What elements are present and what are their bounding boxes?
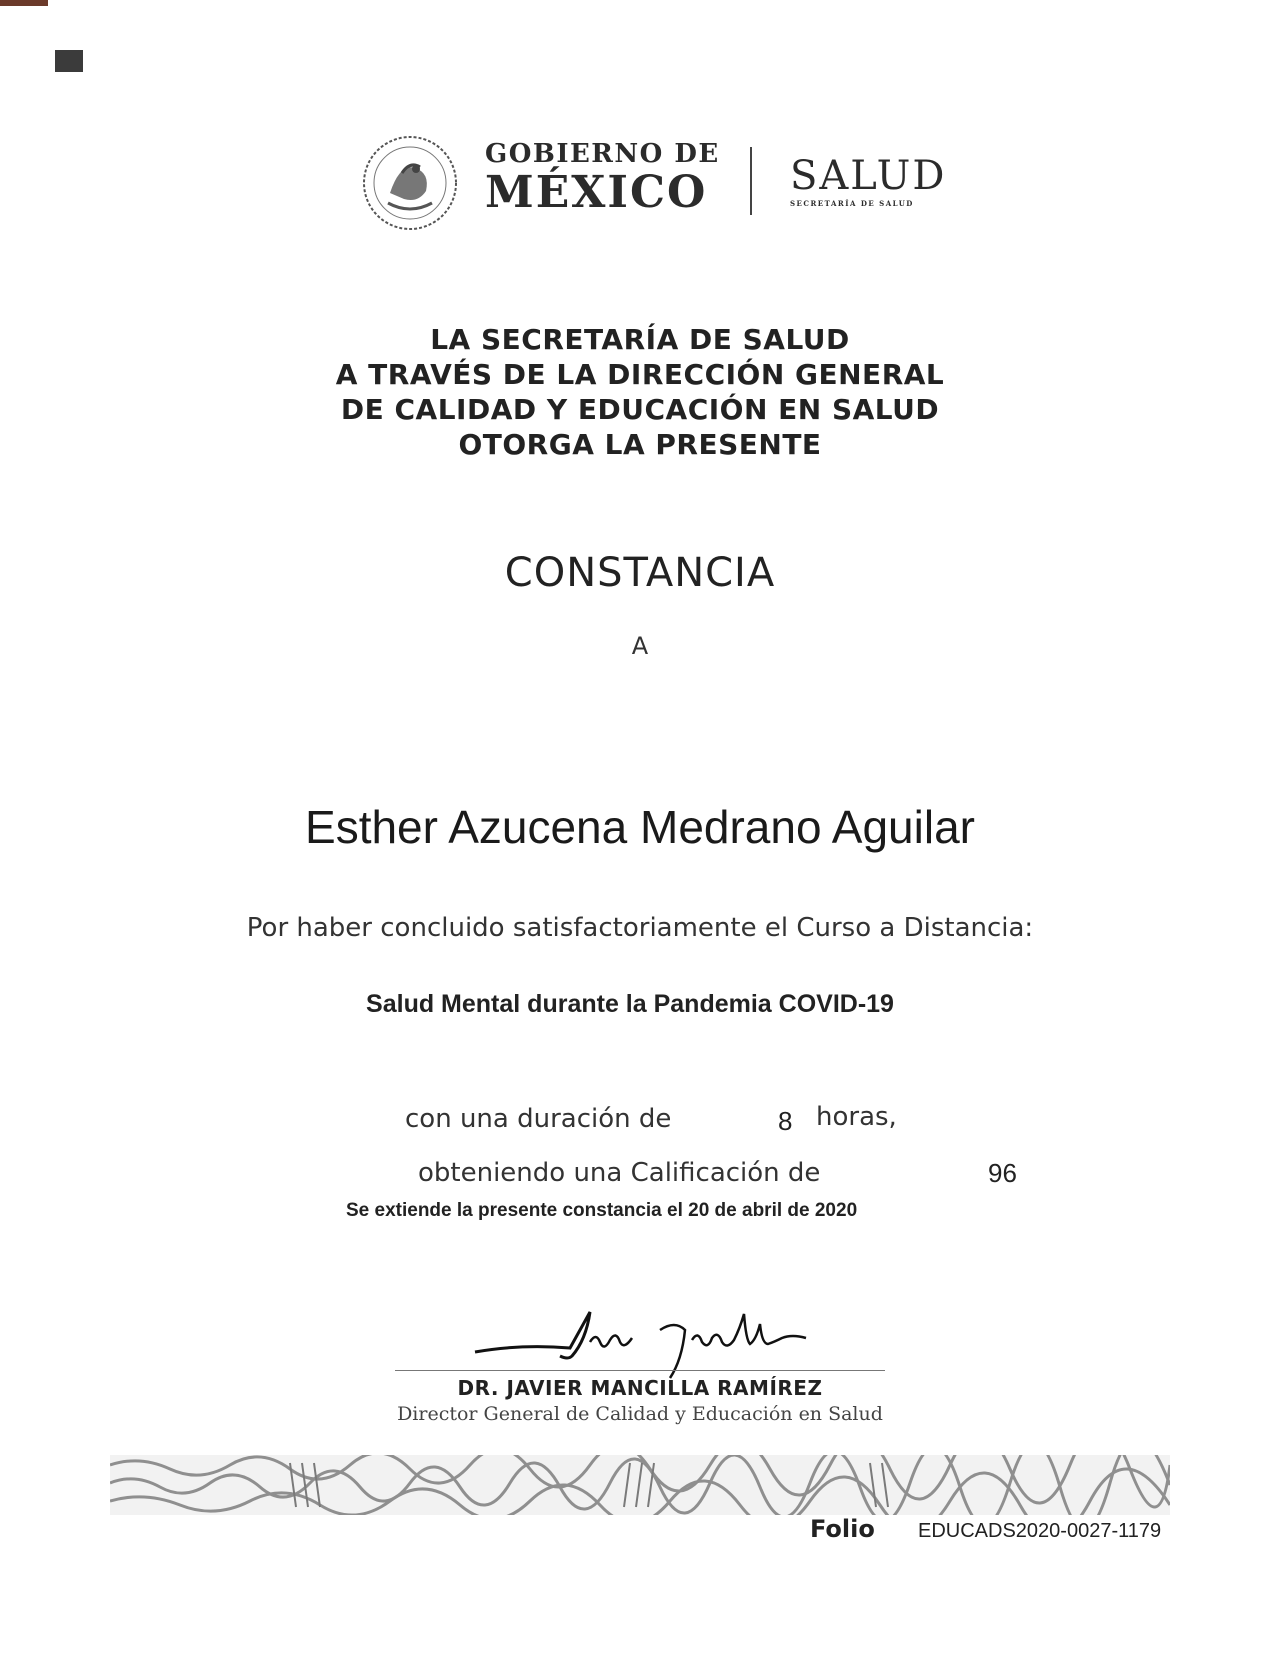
salud-subtitle: SECRETARÍA DE SALUD bbox=[790, 199, 914, 208]
logo-divider bbox=[750, 147, 752, 215]
mexico-coat-of-arms-seal-icon bbox=[360, 133, 460, 233]
recipient-name: Esther Azucena Medrano Aguilar bbox=[305, 801, 975, 853]
duration-unit: horas, bbox=[816, 1102, 897, 1132]
issue-date-statement: Se extiende la presente constancia el 20 de abril de 2020 bbox=[346, 1200, 858, 1221]
scan-corner-mark bbox=[0, 0, 48, 6]
header-logos bbox=[360, 125, 960, 225]
document-title: CONSTANCIA bbox=[504, 550, 776, 596]
salud-title: SALUD bbox=[790, 153, 947, 199]
folio-number: EDUCADS2020-0027-1179 bbox=[918, 1520, 1162, 1542]
intro-line4: OTORGA LA PRESENTE bbox=[458, 428, 822, 461]
completion-statement: Por haber concluido satisfactoriamente el Curso a Distancia: bbox=[246, 913, 1034, 943]
intro-line1: LA SECRETARÍA DE SALUD bbox=[430, 323, 850, 356]
duration-value: 8 bbox=[778, 1106, 793, 1136]
course-name: Salud Mental durante la Pandemia COVID-19 bbox=[366, 990, 894, 1018]
gov-line2: MÉXICO bbox=[485, 167, 708, 218]
salud-wordmark bbox=[790, 155, 946, 208]
intro-line3: DE CALIDAD Y EDUCACIÓN EN SALUD bbox=[340, 393, 940, 426]
duration-label: con una duración de bbox=[405, 1104, 672, 1134]
scan-mark bbox=[55, 50, 83, 72]
grade-value: 96 bbox=[988, 1158, 1017, 1188]
gov-line1: GOBIERNO DE bbox=[485, 139, 720, 169]
signature-line bbox=[395, 1370, 885, 1371]
intro-line2: A TRAVÉS DE LA DIRECCIÓN GENERAL bbox=[335, 358, 945, 391]
folio-label: Folio bbox=[810, 1515, 875, 1543]
to-label: A bbox=[631, 632, 649, 660]
signer-name: DR. JAVIER MANCILLA RAMÍREZ bbox=[457, 1376, 823, 1400]
issuer-statement bbox=[0, 322, 1280, 462]
decorative-pattern-band bbox=[110, 1455, 1170, 1515]
grade-label: obteniendo una Calificación de bbox=[418, 1158, 821, 1188]
signer-role: Director General de Calidad y Educación en Salud bbox=[397, 1403, 883, 1425]
government-wordmark bbox=[485, 139, 720, 217]
handwritten-signature bbox=[460, 1300, 840, 1380]
